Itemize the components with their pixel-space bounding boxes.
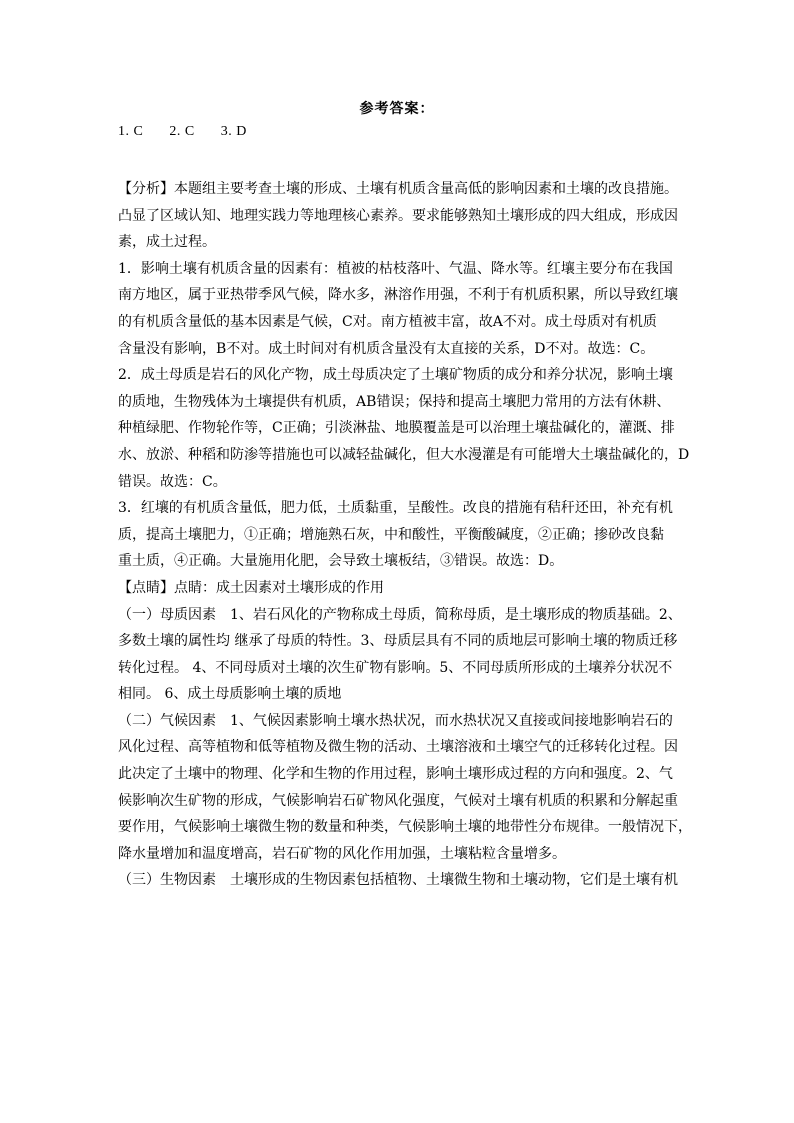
text-line: 多数土壤的属性均 继承了母质的特性。3、母质层具有不同的质地层可影响土壤的物质迁移 bbox=[118, 633, 678, 650]
text-line: 重土质，④正确。大量施用化肥，会导致土壤板结，③错误。故选：D。 bbox=[118, 553, 564, 570]
text-line: 候影响次生矿物的形成，气候影响岩石矿物风化强度，气候对土壤有机质的积累和分解起重 bbox=[118, 792, 678, 809]
text-line: 南方地区，属于亚热带季风气候，降水多，淋溶作用强，不利于有机质积累，所以导致红壤 bbox=[118, 287, 678, 304]
text-line: 要作用，气候影响土壤微生物的数量和种类，气候影响土壤的地带性分布规律。一般情况下， bbox=[118, 819, 692, 836]
text-line: （三）生物因素 土壤形成的生物因素包括植物、土壤微生物和土壤动物，它们是土壤有机 bbox=[118, 872, 678, 889]
text-line: 【点睛】点睛：成土因素对土壤形成的作用 bbox=[118, 579, 384, 596]
text-line: 凸显了区域认知、地理实践力等地理核心素养。要求能够熟知土壤形成的四大组成，形成因 bbox=[118, 207, 678, 224]
text-line: 1．影响土壤有机质含量的因素有：植被的枯枝落叶、气温、降水等。红壤主要分布在我国 bbox=[118, 260, 673, 277]
text-line: 2．成土母质是岩石的风化产物，成土母质决定了土壤矿物质的成分和养分状况，影响土壤 bbox=[118, 367, 673, 384]
text-line: 水、放淤、种稻和防渗等措施也可以减轻盐碱化，但大水漫灌是有可能增大土壤盐碱化的，D bbox=[118, 446, 690, 463]
text-line: 降水量增加和温度增高，岩石矿物的风化作用加强，土壤粘粒含量增多。 bbox=[118, 845, 566, 862]
text-line: 错误。故选：C。 bbox=[118, 473, 227, 490]
text-line: 的有机质含量低的基本因素是气候，C对。南方植被丰富，故A不对。成土母质对有机质 bbox=[118, 313, 657, 330]
text-line: 风化过程、高等植物和低等植物及微生物的活动、土壤溶液和土壤空气的迁移转化过程。因 bbox=[118, 739, 678, 756]
text-line: （一）母质因素 1、岩石风化的产物称成土母质，简称母质，是土壤形成的物质基础。2、 bbox=[118, 606, 682, 623]
text-line: 转化过程。 4、不同母质对土壤的次生矿物有影响。5、不同母质所形成的土壤养分状况不 bbox=[118, 659, 673, 676]
explanation-text bbox=[118, 176, 692, 894]
text-line: 素，成土过程。 bbox=[118, 234, 216, 251]
text-line: 含量没有影响，B不对。成土时间对有机质含量没有太直接的关系，D不对。故选：C。 bbox=[118, 340, 655, 357]
text-line: （二）气候因素 1、气候因素影响土壤水热状况，而水热状况又直接或间接地影响岩石的 bbox=[118, 712, 673, 729]
answer-key bbox=[118, 124, 269, 140]
answer-2: 2. C bbox=[169, 124, 195, 139]
answer-3: 3. D bbox=[220, 124, 247, 139]
text-line: 相同。 6、成土母质影响土壤的质地 bbox=[118, 686, 342, 703]
text-line: 【分析】本题组主要考查土壤的形成、土壤有机质含量高低的影响因素和土壤的改良措施。 bbox=[118, 181, 678, 197]
text-line: 种植绿肥、作物轮作等，C正确；引淡淋盐、地膜覆盖是可以治理土壤盐碱化的，灌溉、排 bbox=[118, 420, 675, 437]
page-title: 参考答案： bbox=[359, 101, 435, 117]
text-line: 3．红壤的有机质含量低，肥力低，土质黏重，呈酸性。改良的措施有秸秆还田，补充有机 bbox=[118, 500, 673, 517]
answer-1: 1. C bbox=[118, 124, 144, 139]
text-line: 质，提高土壤肥力，①正确；增施熟石灰，中和酸性，平衡酸碱度，②正确；掺砂改良黏 bbox=[118, 526, 664, 543]
text-line: 此决定了土壤中的物理、化学和生物的作用过程，影响土壤形成过程的方向和强度。2、气 bbox=[118, 766, 673, 783]
text-line: 的质地，生物残体为土壤提供有机质，AB错误；保持和提高土壤肥力常用的方法有休耕、 bbox=[118, 393, 671, 410]
